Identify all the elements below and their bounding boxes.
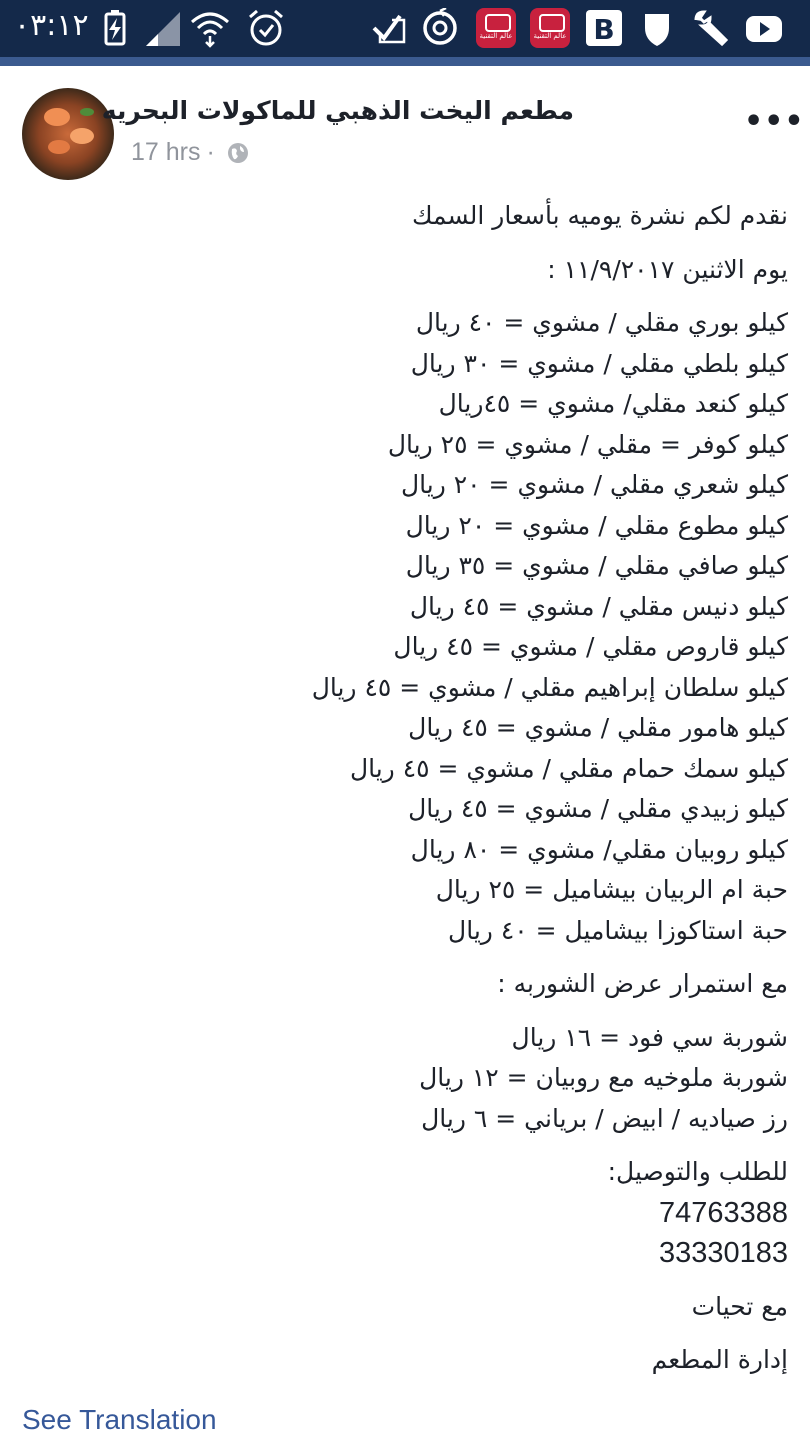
post-line: كيلو روبيان مقلي/ مشوي = ٨٠ ريال <box>410 834 788 864</box>
post-line: نقدم لكم نشرة يوميه بأسعار السمك <box>411 201 788 230</box>
shield-icon <box>637 8 677 48</box>
post-line: كيلو بلطي مقلي / مشوي = ٣٠ ريال <box>410 348 788 378</box>
svg-text:B: B <box>593 13 615 46</box>
post-line: كيلو قاروص مقلي / مشوي = ٤٥ ريال <box>393 632 788 661</box>
battery-charging-icon <box>95 8 135 48</box>
post-line: مع تحيات <box>691 1291 788 1321</box>
meta-separator: · <box>206 138 215 166</box>
post-line: إدارة المطعم <box>651 1345 788 1374</box>
post-meta <box>131 138 249 167</box>
post-time[interactable]: 17 hrs <box>131 138 201 166</box>
wifi-icon <box>190 8 230 48</box>
post-line: كيلو كوفر = مقلي / مشوي = ٢٥ ريال <box>387 429 788 459</box>
app-icon: عالم التقنية <box>476 8 516 48</box>
post-line: كيلو هامور مقلي / مشوي = ٤٥ ريال <box>408 713 788 742</box>
wrench-icon <box>690 8 730 48</box>
alarm-icon <box>246 8 286 48</box>
post-line: حبة استاكوزا بيشاميل = ٤٠ ريال <box>448 915 788 945</box>
post-line: شوربة ملوخيه مع روبيان = ١٢ ريال <box>419 1063 788 1092</box>
avatar[interactable] <box>22 88 114 180</box>
youtube-icon <box>744 8 784 48</box>
post-line: كيلو مطوع مقلي / مشوي = ٢٠ ريال <box>405 510 788 540</box>
status-time: ٠٣:١٢ <box>14 8 89 43</box>
phone-number[interactable]: 33330183 <box>658 1237 788 1269</box>
post-line: شوربة سي فود = ١٦ ريال <box>511 1022 788 1052</box>
post-line: يوم الاثنين ١١/٩/٢٠١٧ : <box>547 254 788 284</box>
more-options-button[interactable]: ••• <box>744 104 805 139</box>
status-bar <box>0 0 810 57</box>
post-line: حبة ام الربيان بيشاميل = ٢٥ ريال <box>435 875 788 904</box>
post-line: للطلب والتوصيل: <box>607 1157 788 1186</box>
post-line: مع استمرار عرض الشوربه : <box>497 969 788 998</box>
post-line: رز صياديه / ابيض / برياني = ٦ ريال <box>421 1103 788 1133</box>
post-line: كيلو كنعد مقلي/ مشوي = ٤٥ريال <box>438 389 788 418</box>
post-text <box>200 196 788 1381</box>
checkmark-icon <box>370 8 410 48</box>
phone-number[interactable]: 74763388 <box>658 1196 788 1229</box>
app-icon: عالم التقنية <box>530 8 570 48</box>
signal-icon <box>142 8 182 48</box>
see-translation-link[interactable]: See Translation <box>22 1404 217 1435</box>
sync-icon <box>420 8 460 48</box>
post-line: كيلو زبيدي مقلي / مشوي = ٤٥ ريال <box>408 794 788 823</box>
header-divider <box>0 57 810 66</box>
post-line: كيلو شعري مقلي / مشوي = ٢٠ ريال <box>400 470 788 499</box>
globe-icon[interactable] <box>227 142 249 164</box>
b-icon <box>584 8 624 48</box>
post-line: كيلو صافي مقلي / مشوي = ٣٥ ريال <box>405 551 788 580</box>
post-line: كيلو سمك حمام مقلي / مشوي = ٤٥ ريال <box>349 753 788 783</box>
post-line: كيلو دنيس مقلي / مشوي = ٤٥ ريال <box>409 591 788 621</box>
page-name[interactable]: مطعم اليخت الذهبي للماكولات البحريه <box>101 96 574 125</box>
post-line: كيلو بوري مقلي / مشوي = ٤٠ ريال <box>415 308 788 337</box>
post-line: كيلو سلطان إبراهيم مقلي / مشوي = ٤٥ ريال <box>311 672 788 702</box>
